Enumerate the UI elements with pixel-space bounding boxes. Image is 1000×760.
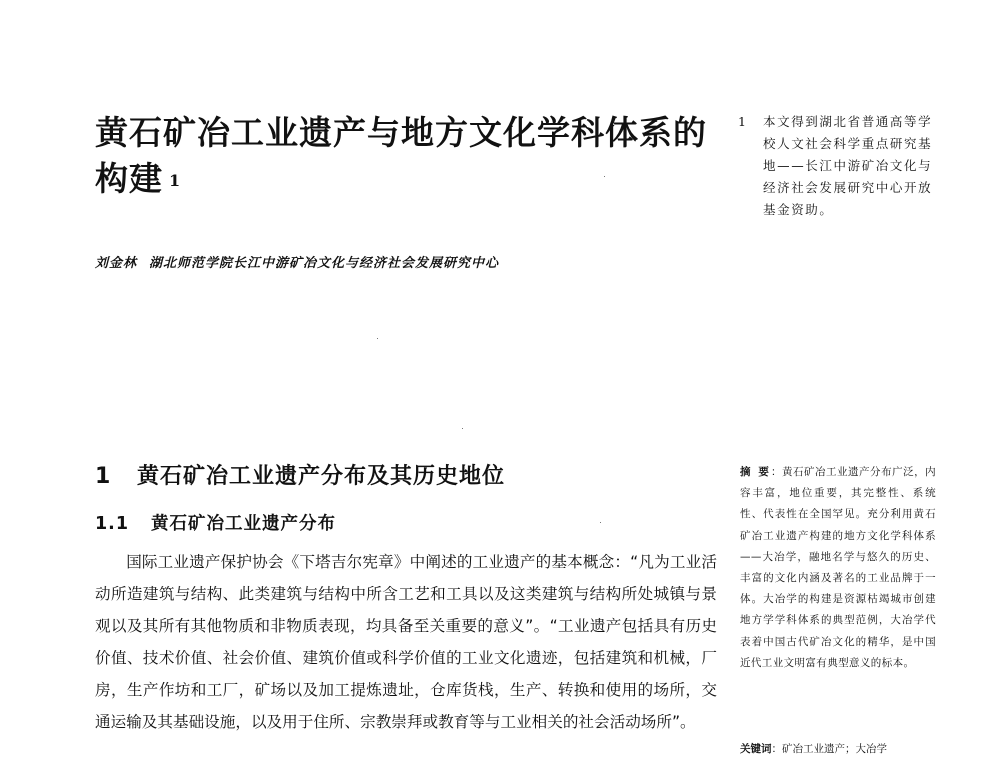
abstract: 摘 要：黄石矿冶工业遗产分布广泛，内容丰富，地位重要，其完整性、系统性、代表性在全国罕见。充分利用黄石矿冶工业遗产构建的地方文化学科体系——大冶学，融地名学与悠久的历史、丰富的文化内涵及著名的工业品牌于一体。大冶学的构建是资源枯竭城市创建地方学学科体系的典型范例，大冶学代表着中国古代矿冶文化的精华，是中国近代工业文明富有典型意义的标本。 [740, 466, 936, 669]
keywords-text: 矿冶工业遗产；大冶学 [782, 743, 887, 755]
footnote-text: 本文得到湖北省普通高等学校人文社会科学重点研究基地——长江中游矿冶文化与经济社会发展研究中心开放基金资助。 [763, 114, 933, 217]
section-1-number: 1 [95, 464, 112, 489]
author-name: 刘金林 [95, 256, 138, 271]
section-1-title: 黄石矿冶工业遗产分布及其历史地位 [137, 464, 506, 489]
keywords-label: 关键词 [740, 743, 772, 755]
scan-speck [462, 428, 463, 429]
author-affiliation: 湖北师范学院长江中游矿冶文化与经济社会发展研究中心 [149, 256, 500, 271]
abstract-text: 黄石矿冶工业遗产分布广泛，内容丰富，地位重要，其完整性、系统性、代表性在全国罕见。充分利用黄石矿冶工业遗产构建的地方文化学科体系——大冶学，融地名学与悠久的历史、丰富的文化内涵及著名的工业品牌于一体。大冶学的构建是资源枯竭城市创建地方学学科体系的典型范例，大冶学代表着中国古代矿冶文化的精华，是中国近代工业文明富有典型意义的标本。 [740, 466, 936, 669]
title-footnote-mark: 1 [169, 171, 181, 190]
section-1-heading [95, 459, 505, 490]
keywords: 关键词：矿冶工业遗产；大冶学 [740, 743, 887, 755]
section-1-1-heading [95, 510, 336, 535]
scan-speck [600, 522, 601, 523]
abstract-label: 摘 要 [740, 466, 771, 478]
author-line [95, 252, 499, 271]
footnote-number: 1 [738, 114, 748, 129]
section-1-1-number: 1.1 [95, 514, 130, 534]
scan-speck [377, 338, 378, 339]
scan-speck [604, 176, 605, 177]
section-1-1-title: 黄石矿冶工业遗产分布 [151, 514, 336, 534]
body-paragraph: 国际工业遗产保护协会《下塔吉尔宪章》中阐述的工业遗产的基本概念：“凡为工业活动所造建筑与结构、此类建筑与结构中所含工艺和工具以及这类建筑与结构所处城镇与景观以及其所有其他物质和非物质表现，均具备至关重要的意义”。“工业遗产包括具有历史价值、技术价值、社会价值、建筑价值或科学价值的工业文化遗迹，包括建筑和机械，厂房，生产作坊和工厂，矿场以及加工提炼遗址，仓库货栈，生产、转换和使用的场所，交通运输及其基础设施，以及用于住所、宗教崇拜或教育等与工业相关的社会活动场所”。 [95, 553, 717, 731]
paper-title [95, 110, 725, 202]
title-footnote [738, 111, 938, 221]
title-text: 黄石矿冶工业遗产与地方文化学科体系的构建 [95, 113, 707, 198]
